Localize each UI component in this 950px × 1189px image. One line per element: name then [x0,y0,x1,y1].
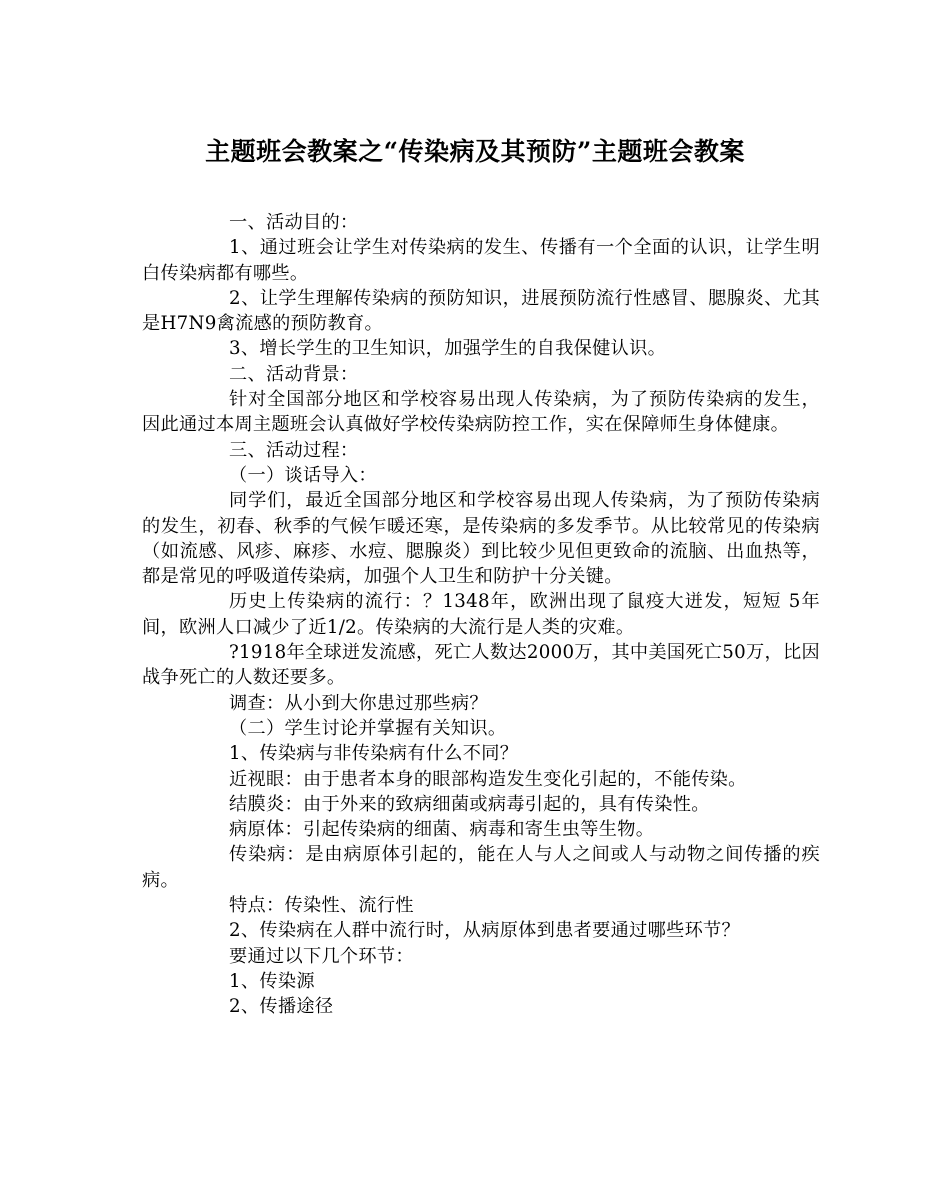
step-1: 1、传染源 [229,970,315,992]
pathogen-definition: 病原体：引起传染病的细菌、病毒和寄生虫等生物。 [229,819,655,841]
infectious-disease-definition: 传染病：是由病原体引起的，能在人与人之间或人与动物之间传播的疾病。 [142,844,820,891]
document-title: 主题班会教案之“传染病及其预防”主题班会教案 [205,137,745,166]
steps-intro: 要通过以下几个环节： [229,945,414,967]
heading-activity-process: 三、活动过程： [229,439,359,461]
goal-item-2: 2、让学生理解传染病的预防知识，进展预防流行性感冒、腮腺炎、尤其是H7N9禽流感的预防教育。 [142,287,820,335]
step-2: 2、传播途径 [229,996,334,1018]
flu-1918-paragraph: ?1918年全球迸发流感，死亡人数达2000万，其中美国死亡50万，比因战争死亡的人数还要多。 [142,642,820,689]
history-paragraph: 历史上传染病的流行：？1348年，欧洲出现了鼠疫大迸发，短短 5年间，欧洲人口减少了近1/2。传染病的大流行是人类的灾难。 [142,591,820,638]
goal-item-1: 1、通过班会让学生对传染病的发生、传播有一个全面的认识，让学生明白传染病都有哪些。 [142,237,820,284]
heading-activity-background: 二、活动背景： [229,363,359,385]
question-1: 1、传染病与非传染病有什么不同？ [229,743,519,765]
document-body [142,210,820,1020]
survey-question: 调查：从小到大你患过那些病？ [229,692,488,714]
subheading-intro: （一）谈话导入： [229,464,377,486]
myopia-definition: 近视眼：由于患者本身的眼部构造发生变化引起的，不能传染。 [229,768,747,790]
question-2: 2、传染病在人群中流行时，从病原体到患者要通过哪些环节？ [229,920,741,942]
background-paragraph: 针对全国部分地区和学校容易出现人传染病，为了预防传染病的发生，因此通过本周主题班会认真做好学校传染病防控工作，实在保障师生身体健康。 [142,389,820,436]
goal-item-3: 3、增长学生的卫生知识，加强学生的自我保健认识。 [229,338,667,360]
subheading-discussion: （二）学生讨论并掌握有关知识。 [229,717,507,739]
intro-paragraph: 同学们，最近全国部分地区和学校容易出现人传染病，为了预防传染病的发生，初春、秋季的气候乍暖还寒，是传染病的多发季节。从比较常见的传染病（如流感、风疹、麻疹、水痘、腮腺炎）到比较少见但更致命的流脑、出血热等，都是常见的呼吸道传染病，加强个人卫生和防护十分关键。 [142,490,820,588]
heading-activity-goal: 一、活动目的： [229,212,359,233]
conjunctivitis-definition: 结膜炎：由于外来的致病细菌或病毒引起的，具有传染性。 [229,793,710,815]
characteristics: 特点：传染性、流行性 [229,895,414,917]
